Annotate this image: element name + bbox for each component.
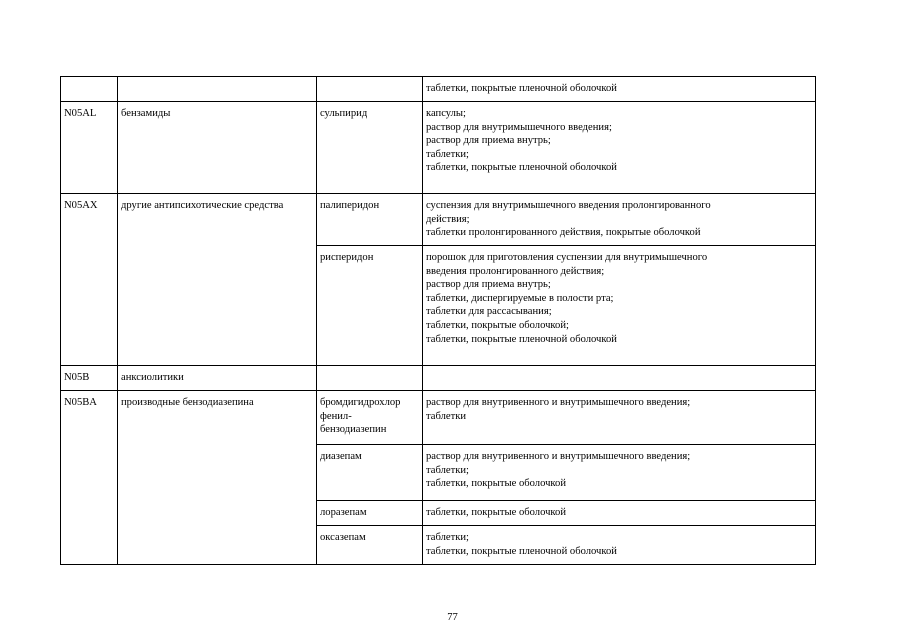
form-line: таблетки;: [426, 532, 469, 543]
group-cell: другие антипсихотические средства: [118, 194, 317, 366]
form-line: действия;: [426, 213, 470, 225]
form-line: введения пролонгированного действия;: [426, 265, 605, 277]
drug-cell: диазепам: [317, 445, 423, 501]
form-line: порошок для приготовления суспензии для внутримышечного: [426, 252, 708, 263]
table-row: [61, 366, 816, 391]
drug-cell: палиперидон: [317, 194, 423, 246]
atc-code-cell: N05B: [61, 366, 118, 391]
form-line: таблетки, покрытые пленочной оболочкой: [426, 333, 617, 345]
form-line: таблетки пролонгированного действия, покрытые оболочкой: [426, 227, 701, 239]
drug-cell: сульпирид: [317, 102, 423, 194]
drug-name-line: бромдигидрохлор: [320, 397, 401, 408]
forms-cell: [423, 526, 816, 565]
form-line: таблетки;: [426, 464, 469, 476]
atc-code-cell: [61, 77, 118, 102]
forms-cell: [423, 102, 816, 194]
group-cell: [118, 77, 317, 102]
drug-cell: [317, 391, 423, 445]
form-line: таблетки, покрытые оболочкой: [426, 507, 566, 518]
form-line: таблетки для рассасывания;: [426, 306, 552, 318]
drug-name-line: бензодиазепин: [320, 424, 387, 436]
atc-code-cell: N05AX: [61, 194, 118, 366]
group-cell: производные бензодиазепина: [118, 391, 317, 565]
group-cell: бензамиды: [118, 102, 317, 194]
forms-cell: [423, 501, 816, 526]
table-row: [61, 102, 816, 194]
form-line: раствор для внутривенного и внутримышечного введения;: [426, 397, 691, 408]
form-line: таблетки, диспергируемые в полости рта;: [426, 292, 614, 304]
forms-cell: [423, 366, 816, 391]
form-line: таблетки, покрытые оболочкой: [426, 478, 566, 490]
form-line: таблетки, покрытые пленочной оболочкой: [426, 545, 617, 557]
drug-cell: [317, 366, 423, 391]
form-line: раствор для приема внутрь;: [426, 279, 551, 291]
form-line: таблетки, покрытые пленочной оболочкой: [426, 83, 617, 94]
form-line: раствор для внутримышечного введения;: [426, 121, 612, 133]
table-row: [61, 391, 816, 445]
table-row: [61, 194, 816, 246]
form-line: таблетки;: [426, 148, 469, 160]
group-cell: анксиолитики: [118, 366, 317, 391]
form-line: таблетки, покрытые пленочной оболочкой: [426, 162, 617, 174]
form-line: капсулы;: [426, 108, 466, 119]
drug-cell: [317, 77, 423, 102]
table-row: [61, 77, 816, 102]
form-line: таблетки, покрытые оболочкой;: [426, 319, 569, 331]
form-line: таблетки: [426, 410, 467, 422]
page-number: 77: [447, 612, 458, 623]
drug-cell: лоразепам: [317, 501, 423, 526]
forms-cell: [423, 391, 816, 445]
atc-code-cell: N05AL: [61, 102, 118, 194]
atc-code-cell: N05BA: [61, 391, 118, 565]
forms-cell: [423, 77, 816, 102]
forms-cell: [423, 194, 816, 246]
form-line: раствор для внутривенного и внутримышечного введения;: [426, 451, 691, 462]
drug-table: [60, 76, 816, 565]
forms-cell: [423, 246, 816, 366]
form-line: суспензия для внутримышечного введения пролонгированного: [426, 200, 711, 211]
form-line: раствор для приема внутрь;: [426, 135, 551, 147]
drug-name-line: фенил-: [320, 410, 352, 422]
drug-cell: рисперидон: [317, 246, 423, 366]
drug-cell: оксазепам: [317, 526, 423, 565]
forms-cell: [423, 445, 816, 501]
